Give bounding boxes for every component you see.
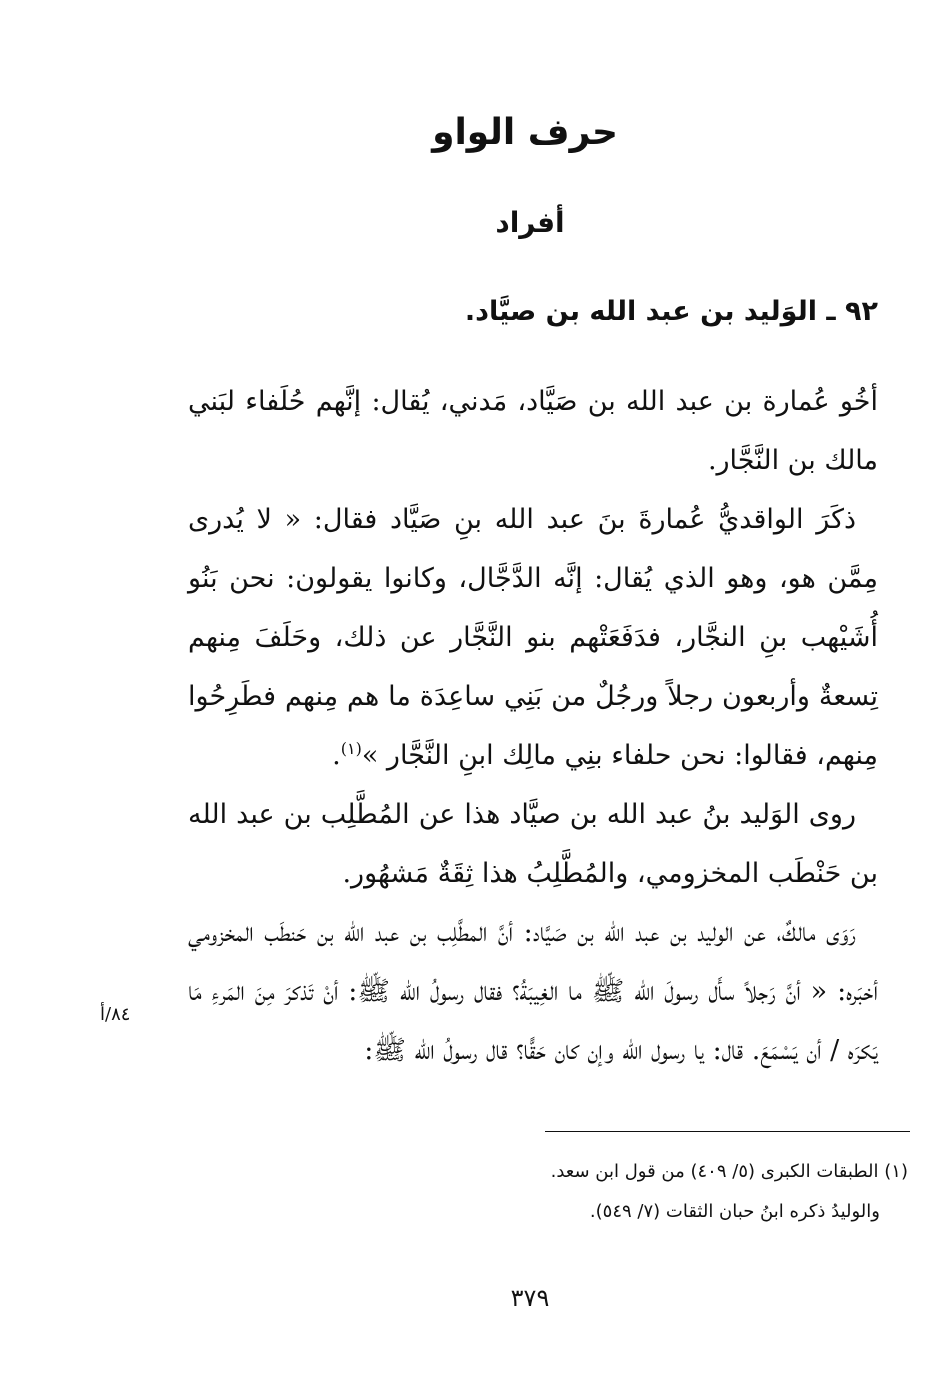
footnote-marker[interactable]: (١) — [340, 739, 362, 758]
footnote-divider — [545, 1131, 910, 1132]
manuscript-margin-reference: ٨٤/أ — [100, 1004, 131, 1025]
body-text — [188, 372, 878, 1080]
footnote-1: (١) الطبقات الكبرى (٥/ ٤٠٩) من قول ابن سعد. — [550, 1161, 908, 1182]
section-title: أفراد — [495, 206, 565, 239]
paragraph-4: رَوَى مالكٌ، عن الوليد بن عبد الله بن صَيَّاد: أنَّ المطَّلِب بن عبد الله بن حَنطَب المخزومي أخبَره: « أنَّ رَجلاً سأَل رسولَ الله ﷺ ما الغِيبَةُ؟ فقال رسولُ الله ﷺ: أنْ تَذكرَ مِنَ المَرءِ مَا يَكرَه / أن يَسْمَعَ. قال: يا رسول الله وإن كان حَقًّا؟ قال رسولُ الله ﷺ: — [188, 917, 878, 1066]
footnotes — [188, 1152, 908, 1232]
paragraph-2-text: ذكَرَ الواقديُّ عُمارةَ بنَ عبد الله بنِ صَيَّاد فقال: « لا يُدرى مِمَّن هو، وهو الذي يُقال: إنَّه الدَّجَّال، وكانوا يقولون: نحن بَنُو أُشَيْهب بنِ النجَّار، فدَفَعَتْهم بنو النَّجَّار عن ذلك، وحَلَفَ مِنهم تِسعةٌ وأربعون رجلاً ورجُلٌ من بَنِي ساعِدَة ما هم مِنهم فطَرِحُوا مِنهم، فقالوا: نحن حلفاء بنِي مالِك ابنِ النَّجَّار » — [188, 504, 878, 771]
page-number: ٣٧٩ — [510, 1284, 550, 1312]
paragraph-3: روى الوَليد بنُ عبد الله بن صيَّاد هذا عن المُطَّلِب بن عبد الله بن حَنْطَب المخزومي، والمُطَّلِبُ هذا ثِقَةٌ مَشهُور. — [188, 799, 878, 889]
entry-heading: ٩٢ ـ الوَليد بن عبد الله بن صيَّاد. — [464, 296, 878, 327]
paragraph-1: أخُو عُمارة بن عبد الله بن صَيَّاد، مَدني، يُقال: إنَّهم حُلَفاء لبَني مالك بن النَّجَّار. — [188, 386, 878, 476]
paragraph-2: ذكَرَ الواقديُّ عُمارةَ بنَ عبد الله بنِ صَيَّاد فقال: « لا يُدرى مِمَّن هو، وهو الذي يُقال: إنَّه الدَّجَّال، وكانوا يقولون: نحن بَنُو أُشَيْهب بنِ النجَّار، فدَفَعَتْهم بنو النَّجَّار عن ذلك، وحَلَفَ مِنهم تِسعةٌ وأربعون رجلاً ورجُلٌ من بَنِي ساعِدَة ما هم مِنهم فطَرِحُوا مِنهم، فقالوا: نحن حلفاء بنِي مالِك ابنِ النَّجَّار »$^{(١)}$. — [188, 504, 878, 771]
chapter-title: حرف الواو — [432, 112, 618, 153]
footnote-2: والوليدُ ذكره ابنُ حبان الثقات (٧/ ٥٤٩). — [589, 1201, 880, 1222]
